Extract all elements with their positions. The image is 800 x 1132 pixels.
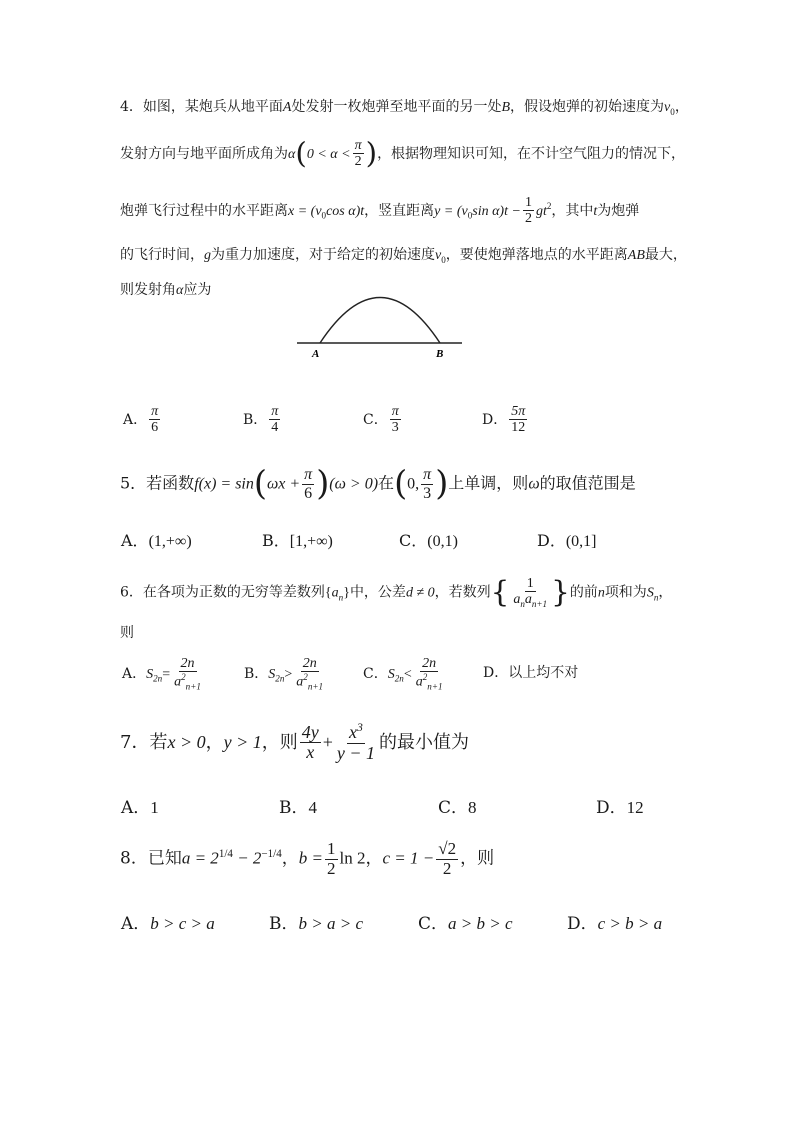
q6-stem-2: 则: [120, 625, 134, 641]
q4-option-c[interactable]: C． $\frac{\pi}{3}$: [363, 404, 399, 436]
pi-over-2-fraction: $\frac{\pi}{2}$: [354, 138, 362, 170]
q5-option-d[interactable]: D．(0,1]: [537, 531, 597, 550]
q8-option-b[interactable]: B．b > a > c: [269, 914, 363, 934]
q4-line-4: 的飞行时间，g为重力加速度，对于给定的初始速度$v_0$，要使炮弹落地点的水平距离AB最大，: [120, 247, 687, 265]
q8-option-a[interactable]: A．b > c > a: [121, 914, 215, 934]
q7-option-b[interactable]: B．4: [279, 798, 317, 818]
q4-option-a[interactable]: A． $\frac{\pi}{6}$: [123, 404, 159, 436]
q6-option-c[interactable]: C．$S_{2n}<$ $\frac{2n}{a^2_{n+1}}$: [363, 656, 443, 692]
q5-option-c[interactable]: C．(0,1): [399, 531, 458, 550]
q7-option-d[interactable]: D．12: [596, 798, 644, 818]
q4-option-b[interactable]: B． $\frac{\pi}{4}$: [243, 404, 279, 436]
q6-option-b[interactable]: B．$S_{2n}>$ $\frac{2n}{a^2_{n+1}}$: [244, 656, 324, 692]
q4-line-1: 4．如图，某炮兵从地平面A处发射一枚炮弹至地平面的另一处B，假设炮弹的初始速度为$v_0$，: [120, 99, 689, 117]
half-fraction: $\frac{1}{2}$: [524, 195, 532, 227]
q7-option-c[interactable]: C．8: [438, 798, 477, 818]
q6-option-a[interactable]: A．$S_{2n}=$ $\frac{2n}{a^2_{n+1}}$: [122, 656, 201, 692]
q5-option-a[interactable]: A．(1,+∞): [121, 531, 192, 550]
q4-option-d[interactable]: D． $\frac{5\pi}{12}$: [482, 404, 526, 436]
q7-option-a[interactable]: A．1: [121, 798, 159, 818]
q8-option-d[interactable]: D．c > b > a: [567, 914, 663, 934]
q8-stem: 8．已知$a = 2^{1/4} - 2^{-1/4}$，b = $\frac{1}{2}$ ln 2，c = 1 − $\frac{√2}{2}$ ，则: [120, 839, 495, 878]
q6-stem: 6．在各项为正数的无穷等差数列$\{a_n\}$中，公差d ≠ 0，若数列{ $\frac{1}{a_na_{n+1}}$ }的前n项和为$S_n$，: [120, 574, 673, 610]
q4-line-3: 炮弹飞行过程中的水平距离$x = (v_0\cos$ α)t，竖直距离$y = (v_0\sin$ α)t − $\frac{1}{2}$ $gt^2$，其中t为炮弹: [120, 195, 640, 227]
q5-stem: 5．若函数f(x) = sin(ωx + $\frac{\pi}{6}$ )(ω > 0)在(0, $\frac{\pi}{3}$ )上单调，则ω的取值范围是: [120, 463, 636, 503]
point-a-label: A: [312, 348, 320, 360]
q4-line-5: 则发射角α应为: [120, 282, 212, 298]
q7-stem: 7．若x > 0，y > 1，则 $\frac{4y}{x}$ + $\frac{x^3}{y - 1}$ 的最小值为: [120, 721, 470, 763]
q6-option-d[interactable]: D．以上均不对: [483, 665, 579, 681]
q8-option-c[interactable]: C．a > b > c: [418, 914, 513, 934]
q5-option-b[interactable]: B．[1,+∞): [262, 531, 333, 550]
q4-line-2: 发射方向与地平面所成角为α(0 < α < $\frac{\pi}{2}$ )，根据物理知识可知，在不计空气阻力的情况下，: [120, 136, 686, 171]
trajectory-arc: [320, 298, 440, 344]
point-b-label: B: [436, 348, 444, 360]
